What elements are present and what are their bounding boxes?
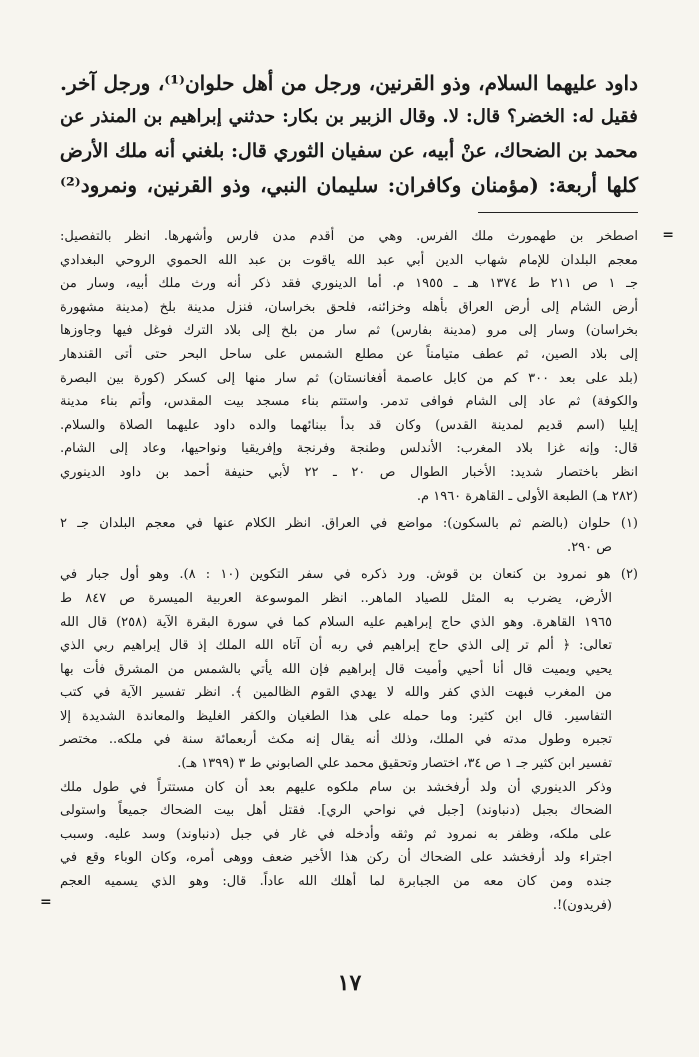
footnote-line: ص ٢٩٠. [567,539,612,555]
footnote-line: انظر باختصار شديد: الأخبار الطوال ص ٢٠ ـ ٢٢ لأبي حنيفة أحمد بن داود الدينوري [60,464,638,480]
footnote-line: اجتراء ولد أرفخشد على الضحاك أن ركن هذا الأخير ضعف ووهى أمره، وكان الوباء وقع في [60,850,612,866]
footnote-line: قال: وإنه غزا بلاد المغرب: الأندلس وطنجة وفرنجة وإفريقيا ونواحيها، وعاد إلى الشام. [60,441,638,457]
footnote-line: والكوفة) ثم عاد إلى الشام فوافى تدمر. واستتم بناء مسجد بيت المقدس، وأتم بناء مدينة [60,394,638,410]
footnote-line: (٢) هو نمرود بن كنعان بن قوش. ورد ذكره في سفر التكوين (١٠ : ٨). وهو أول جبار في [60,567,638,583]
footnote-line: (بلد على بعد ٣٠٠ كم من كابل عاصمة أفغانستان) ثم سار منها إلى كسكر (كورة بين البصرة [60,370,638,386]
footnote-line: تفسير ابن كثير جـ ١ ص ٣٤، اختصار وتحقيق محمد علي الصابوني ط ٣ (١٣٩٩ هـ). [177,756,612,772]
footnote-line: (فريدون)!. [552,897,612,913]
footnote-line: جنده ومن كان معه من الجبابرة لما أهلك الله عاداً. قال: وهو الذي يسميه العجم [60,874,612,890]
footnote-line: التفاسير. قال ابن كثير: وما حمله على هذا الطغيان والكفر الغليظ والمعاندة الشديدة إلا [60,708,612,724]
main-text-line: داود عليهما السلام، وذو القرنين، ورجل من أهل حلوان⁽¹⁾، ورجل آخر. [60,71,639,95]
footnote-line: (٢٨٢ هـ) الطبعة الأولى ـ القاهرة ١٩٦٠ م. [416,488,638,504]
footnote-line: ١٩٦٥ القاهرة. وهو الذي حاج إبراهيم عليه السلام كما في سورة البقرة الآية (٢٥٨) قال الله [60,614,613,630]
footnote-line: الأرض، يضرب به المثل للصياد الماهر.. انظر الموسوعة العربية الميسرة ص ٨٤٧ ط [60,590,613,606]
footnote-line: (١) حلوان (بالضم ثم بالسكون): مواضع في العراق. انظر الكلام عنها في معجم البلدان جـ ٢ [60,516,638,532]
footnote-line: الضحاك بجبل (دنباوند) [جبل في نواحي الري]. فقتل أهل بيت الضحاك جميعاً واستولى [60,803,612,819]
page-body [40,66,674,917]
footnotes [40,225,674,917]
main-text-line: كلها أربعة: (مؤمنان وكافران: سليمان النبي، وذو القرنين، ونمرود⁽²⁾ [60,173,638,197]
continuation-marker-top: = [662,227,674,243]
footnote-line: تجبره وطول مدته في الملك، وذلك أنه يقال إنه مكث أربعمائة سنة في ملكه.. مختصر [60,732,612,748]
footnote-line: تعالى: ﴿ ألم تر إلى الذي حاج إبراهيم في ربه أن آتاه الله الملك إذ قال إبراهيم ربي الذي [60,638,612,654]
footnote-line: أرض الشام إلى أرض العراق بأهله وخزائنه، فلحق بخراسان، فنزل مدينة بلخ (مدينة مشهورة [60,299,638,315]
footnote-line: من المغرب فبهت الذي كفر والله لا يهدي القوم الظالمين ﴾. انظر تفسير الآية في كتب [60,685,612,701]
footnote-line: اصطخر بن طهمورث ملك الفرس. وهي من أقدم مدن فارس وأشهرها. انظر بالتفصيل: [60,229,638,244]
main-text-line: فقيل له: الخضر؟ قال: لا. وقال الزبير بن بكار: حدثني إبراهيم بن المنذر عن [60,106,638,127]
footnote-line: يحيي ويميت قال أنا أحيي وأميت قال إبراهيم فإن الله يأتي بالشمس من المشرق فأت بها [60,661,612,677]
continuation-marker-bottom: = [40,893,52,910]
footnote-line: بخراسان) وسار إلى مرو (مدينة بفارس) ثم سار من بلخ إلى بلاد الترك فوغل فيها وجاوزها [60,323,638,339]
footnote-line: إلى بلاد الصين، ثم عطف متيامناً عن مطلع الشمس على ساحل البحر حتى أتى القندهار [60,346,638,362]
footnote-line: جـ ١ ص ٢١١ ط ١٣٧٤ هـ ـ ١٩٥٥ م. أما الدينوري فقد ذكر أنه ورث ملك أبيه، وسار من [60,276,638,292]
page-number: ١٧ [337,970,362,996]
footnote-line: على ملكه، وظفر به نمرود ثم وثقه وأدخله في غار في جبل (دنباوند) وسد عليه. وسبب [60,826,612,842]
main-text [60,66,638,202]
footnote-continued [60,225,638,508]
footnote-1 [60,512,638,559]
main-text-line: محمد بن الضحاك، عنْ أبيه، عن سفيان الثوري قال: بلغني أنه ملك الأرض [59,139,638,162]
footnote-line: معجم البلدان للإمام شهاب الدين أبي عبد الله ياقوت بن عبد الله الحموي الروحي البغدادي [60,252,638,268]
footnote-2 [40,563,638,917]
footnote-line: وذكر الدينوري أن ولد أرفخشد بن سام ملكوه عليهم بعد أن كان مستتراً في طول ملك [60,779,612,795]
footnote-line: إيليا (اسم قديم لمدينة القدس) وكان قد بدأ ببنائهما والده داود عليهما الصلاة والسلام. [60,417,638,433]
footnote-separator [478,212,638,213]
